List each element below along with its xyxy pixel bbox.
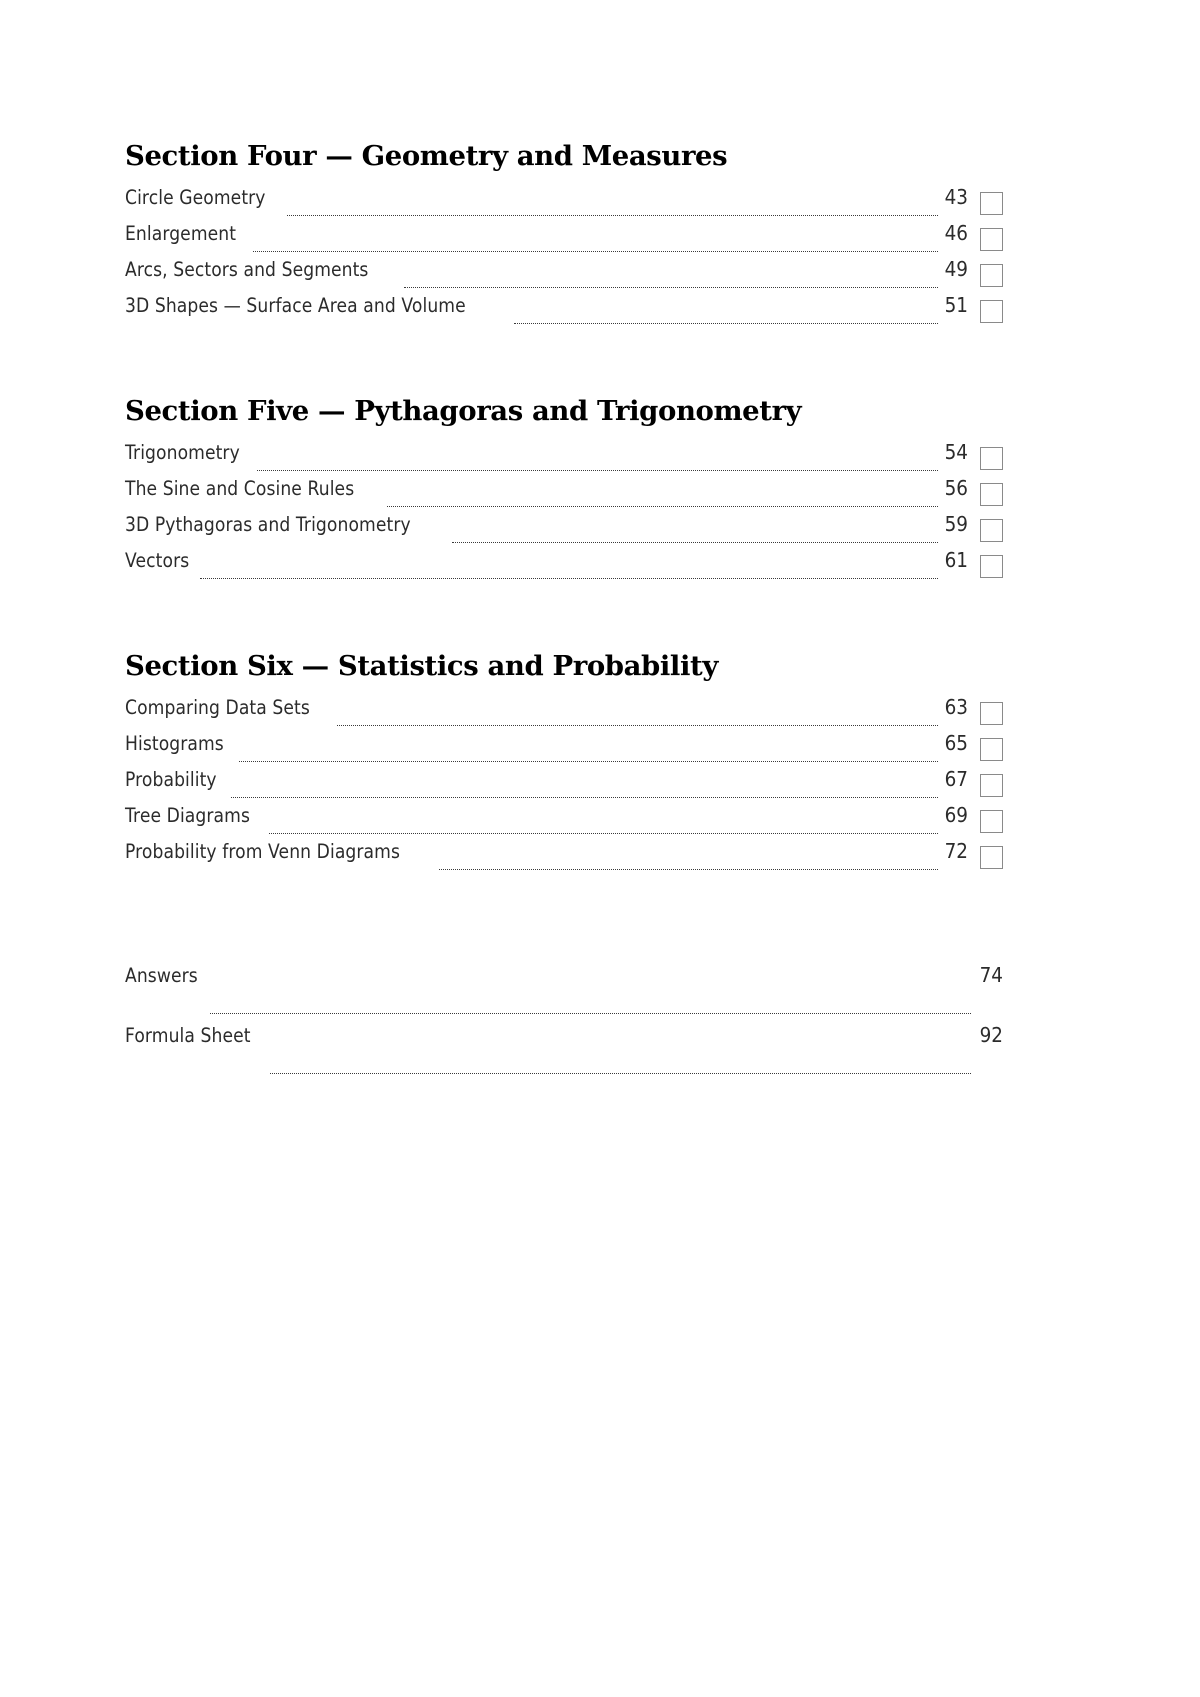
entry-title: Arcs, Sectors and Segments — [125, 258, 369, 281]
dot-leader — [337, 725, 938, 726]
dot-leader — [270, 1073, 971, 1074]
entry-page-number: 43 — [944, 185, 968, 209]
entry-title: Formula Sheet — [125, 1024, 251, 1047]
entry-title: Comparing Data Sets — [125, 696, 310, 719]
entry-checkbox[interactable] — [980, 774, 1003, 797]
entry-title: Enlargement — [125, 222, 237, 245]
entry-title: Vectors — [125, 549, 190, 572]
entry-checkbox[interactable] — [980, 264, 1003, 287]
entry-checkbox[interactable] — [980, 447, 1003, 470]
section-block — [125, 140, 1003, 329]
entry-checkbox[interactable] — [980, 483, 1003, 506]
entry-checkbox[interactable] — [980, 228, 1003, 251]
dot-leader — [404, 287, 938, 288]
entry-page-number: 54 — [944, 440, 968, 464]
entry-title: The Sine and Cosine Rules — [125, 477, 355, 500]
dot-leader — [239, 761, 938, 762]
entry-title: 3D Shapes — Surface Area and Volume — [125, 294, 466, 317]
dot-leader — [231, 797, 938, 798]
entry-title: Histograms — [125, 732, 224, 755]
entry-page-number: 63 — [944, 695, 968, 719]
contents-entry[interactable] — [125, 839, 1003, 875]
contents-entry[interactable] — [125, 293, 1003, 329]
dot-leader — [200, 578, 938, 579]
entry-title: Tree Diagrams — [125, 804, 250, 827]
contents-entry[interactable] — [125, 731, 1003, 767]
entry-page-number: 69 — [944, 803, 968, 827]
entry-checkbox[interactable] — [980, 846, 1003, 869]
dot-leader — [387, 506, 938, 507]
entry-page-number: 49 — [944, 257, 968, 281]
dot-leader — [514, 323, 938, 324]
section-block — [125, 650, 1003, 875]
entry-title: Trigonometry — [125, 441, 240, 464]
contents-entry[interactable] — [125, 257, 1003, 293]
entry-title: Probability — [125, 768, 217, 791]
entry-page-number: 51 — [944, 293, 968, 317]
contents-entry[interactable] — [125, 185, 1003, 221]
entry-title: Probability from Venn Diagrams — [125, 840, 400, 863]
contents-entry[interactable] — [125, 767, 1003, 803]
dot-leader — [253, 251, 938, 252]
entry-checkbox[interactable] — [980, 300, 1003, 323]
dot-leader — [257, 470, 938, 471]
contents-entry[interactable] — [125, 695, 1003, 731]
section-block — [125, 395, 1003, 584]
dot-leader — [210, 1013, 971, 1014]
entry-checkbox[interactable] — [980, 555, 1003, 578]
entry-page-number: 61 — [944, 548, 968, 572]
entry-title: Answers — [125, 964, 198, 987]
entry-checkbox[interactable] — [980, 810, 1003, 833]
entry-checkbox[interactable] — [980, 519, 1003, 542]
dot-leader — [287, 215, 938, 216]
entry-checkbox[interactable] — [980, 192, 1003, 215]
entry-page-number: 67 — [944, 767, 968, 791]
entry-page-number: 65 — [944, 731, 968, 755]
backmatter-entry[interactable] — [125, 963, 1003, 1019]
entry-checkbox[interactable] — [980, 702, 1003, 725]
entry-page-number: 46 — [944, 221, 968, 245]
contents-entry[interactable] — [125, 548, 1003, 584]
dot-leader — [452, 542, 938, 543]
contents-entry[interactable] — [125, 440, 1003, 476]
dot-leader — [269, 833, 938, 834]
contents-entry[interactable] — [125, 803, 1003, 839]
entry-page-number: 59 — [944, 512, 968, 536]
section-heading: Section Six — Statistics and Probability — [125, 650, 718, 682]
entry-page-number: 92 — [979, 1023, 1003, 1047]
contents-body — [125, 140, 1003, 1079]
entry-checkbox[interactable] — [980, 738, 1003, 761]
entry-page-number: 56 — [944, 476, 968, 500]
dot-leader — [439, 869, 938, 870]
backmatter-container — [125, 963, 1003, 1079]
sections-container — [125, 140, 1003, 875]
section-heading: Section Four — Geometry and Measures — [125, 140, 728, 172]
section-heading: Section Five — Pythagoras and Trigonometry — [125, 395, 802, 427]
backmatter-entry[interactable] — [125, 1023, 1003, 1079]
entry-page-number: 74 — [979, 963, 1003, 987]
entry-title: 3D Pythagoras and Trigonometry — [125, 513, 411, 536]
contents-entry[interactable] — [125, 221, 1003, 257]
entry-page-number: 72 — [944, 839, 968, 863]
entry-title: Circle Geometry — [125, 186, 266, 209]
contents-entry[interactable] — [125, 476, 1003, 512]
contents-entry[interactable] — [125, 512, 1003, 548]
